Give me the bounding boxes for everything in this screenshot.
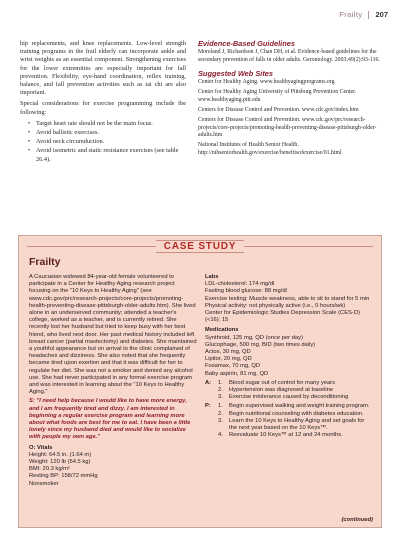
web-site-item: Center for Healthy Aging University of Pittsburg Prevention Center. www.healthyaging.pitt.edu [198, 89, 357, 103]
case-study-label: CASE STUDY [156, 240, 244, 253]
lab-item: Physical activity: not physically active (i.e., 0 hours/wk) [205, 302, 346, 309]
running-head-title: Frailty [339, 10, 363, 19]
running-head [339, 10, 388, 19]
subjective-quote: S: "I need help because I would like to have more energy, and I am frequently tired and dizzy. I am interested in beginning a regular exercise program and learning more about what foods are best for me to eat. I have been a little lonely since my husband died and would like to socialize with people my own age." [29, 398, 191, 441]
plan-row [205, 418, 373, 432]
item-number: 3. [218, 417, 223, 424]
plan-item: Begin nutritional counseling with diabetes education. [229, 410, 364, 417]
medication-item: Glucophage, 500 mg, BID (two times daily) [205, 341, 316, 348]
vital-item: Resting BP: 158/72 mmHg [29, 473, 98, 480]
list-item: • Target heart rate should not be the main focus. [36, 120, 186, 128]
web-site-item: Centers for Disease Control and Prevention. www.cdc.gov/index.htm [198, 107, 359, 114]
considerations-list [20, 120, 186, 164]
medication-item: Fosamax, 70 mg, QD [205, 363, 261, 370]
vital-item: Nonsmoker [29, 480, 59, 487]
medication-item: Baby aspirin, 81 mg, QD [205, 370, 269, 377]
item-number: 2. [218, 387, 223, 394]
continued-label: (continued) [341, 517, 373, 523]
item-number: 1. [218, 379, 223, 386]
assessment-section [205, 380, 373, 402]
assessment-item: Exercise intolerance caused by deconditioning [229, 394, 349, 401]
assessment-letter: A: [205, 379, 212, 386]
assessment-row [205, 380, 373, 387]
left-column [20, 40, 186, 165]
case-right-column [205, 274, 373, 439]
vital-item: BMI: 20.3 kg/m² [29, 466, 70, 473]
left-paragraph-2: Special considerations for exercise programming include the following: [20, 100, 186, 116]
lab-item: LDL-cholesterol: 174 mg/dl [205, 281, 275, 288]
list-item: • Avoid ballistic exercises. [36, 129, 186, 137]
web-sites-heading: Suggested Web Sites [198, 68, 274, 78]
web-site-item: National Institutes of Health Senior Health. http://nihseniorhealth.gov/exercise/benefitsofexercise/01.html [198, 142, 342, 156]
list-item: • Avoid isometric and static resistance exercises (see table 26.4). [36, 147, 186, 163]
case-study-title: Frailty [29, 256, 61, 268]
item-number: 2. [218, 410, 223, 417]
medication-item: Lipitor, 20 mg, QD [205, 356, 252, 363]
plan-item: Learn the 10 Keys to Healthy Aging and set goals for the next year based on the 10 Keys™. [229, 417, 365, 432]
plan-row [205, 432, 373, 439]
plan-item: Begin supervised walking and weight training program. [229, 403, 370, 410]
page-number: 207 [375, 10, 388, 19]
plan-item: Reevaluate 10 Keys™ at 12 and 24 months. [229, 432, 343, 439]
web-site-item: Center for Healthy Aging. www.healthyagingprograms.org [198, 79, 335, 86]
assessment-row [205, 394, 373, 401]
running-head-divider [368, 11, 369, 19]
guideline-reference: Moreland J, Richardson J, Chan DH, et al. Evidence-based guidelines for the secondary prevention of falls in older adults. Gerontology. 2003;49(2):93-116. [198, 49, 380, 63]
vitals-heading: O: Vitals [29, 444, 53, 451]
web-site-item: Centers for Disease Control and Prevention. www.cdc.gov/prc/research-projects/core-projects/promoting-health-preventing-disease-pittsburgh-older-adults.htm [198, 117, 377, 138]
medications-heading: Medications [205, 327, 239, 334]
labs-heading: Labs [205, 274, 219, 280]
item-number: 3. [218, 394, 223, 401]
case-left-column [29, 274, 197, 488]
list-item: • Avoid neck circumduction. [36, 138, 186, 146]
case-study-header [19, 236, 381, 256]
lab-item: Exercise testing: Muscle weakness, able to sit to stand for 5 min [205, 295, 370, 302]
medication-item: Actos, 30 mg, QD [205, 349, 251, 356]
item-number: 1. [218, 403, 223, 410]
medication-item: Synthroid, 125 mg, QD (once per day) [205, 334, 303, 341]
lab-item: Fasting blood glucose: 88 mg/dl [205, 288, 287, 295]
assessment-item: Hypertension was diagnosed at baseline [229, 387, 334, 394]
item-number: 4. [218, 432, 223, 439]
case-narrative: A Caucasian widowed 84-year-old female volunteered to participate in a Center for Healthy Aging research project focusing on the "10 Keys to Healthy Aging" (see www.cdc.gov/prc/research-projects/core-projects/promoting-health-preventing-disease-pittsburgh-older-adults.htm). She lived alone in an underserved community; attended a teacher's college, worked as a teacher, and is currently retired. She recently lost her husband but tried to keep busy with her best friend, who lived next door. Her past medical history included left breast cancer (partial mastectomy) and diabetes. She maintained a youthful appearance but on arrival to the clinic complained of headaches and dizziness. She also noted that she frequently became tired upon exertion and that it was difficult for her to regulate her diet. She was not a smoker and denied any alcohol use. She had never participated in any formal exercise program and was interested in learning about the "10 Keys to Healthy Aging." [29, 274, 197, 396]
plan-row [205, 411, 373, 418]
guidelines-heading: Evidence-Based Guidelines [198, 39, 295, 48]
vital-item: Height: 64.5 in. (1.64 m) [29, 451, 92, 458]
plan-section [205, 403, 373, 439]
plan-letter: P: [205, 403, 211, 410]
right-column [198, 40, 384, 165]
vital-item: Weight: 120 lb (54.5 kg) [29, 459, 91, 466]
case-study-box [18, 235, 382, 528]
assessment-item: Blood sugar out of control for many years [229, 379, 336, 386]
left-paragraph-1: hip replacements, and knee replacements. Low-level strength training programs in the frail elderly can incorporate ankle and wrist weights as an essential component. Strengthening exercises for the lower extremities are especially important for fall prevention. Flexibility, eye-hand coordination, reflex training, balance, and fall prevention activities such as tai chi are also important. [20, 40, 186, 97]
top-section [20, 40, 384, 165]
plan-row [205, 403, 373, 410]
assessment-row [205, 387, 373, 394]
lab-item: Center for Epidemiologic Studies Depression Scale (CES-D) (<16): 15 [205, 310, 360, 324]
